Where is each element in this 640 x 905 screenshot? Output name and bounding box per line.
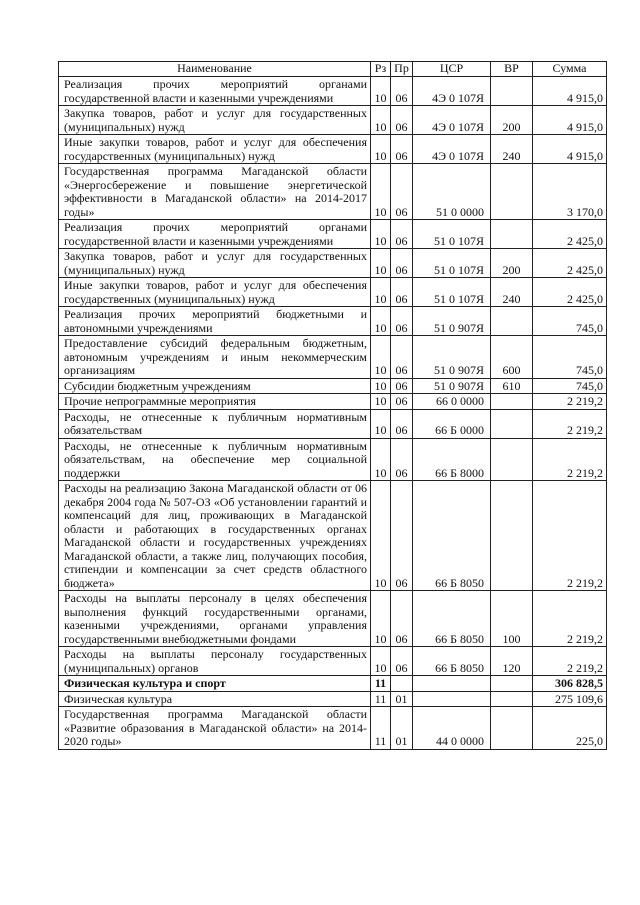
row-vr	[491, 220, 533, 249]
row-vr: 240	[491, 135, 533, 164]
row-rz: 10	[371, 307, 391, 336]
row-sum: 4 915,0	[533, 77, 607, 106]
row-vr	[491, 307, 533, 336]
row-rz: 10	[371, 220, 391, 249]
row-rz: 10	[371, 378, 391, 394]
row-rz: 10	[371, 409, 391, 438]
row-csr: 66 Б 8050	[413, 591, 491, 647]
row-sum: 745,0	[533, 378, 607, 394]
table-row	[59, 378, 607, 394]
table-row	[59, 481, 607, 591]
col-header-rz: Рз	[371, 62, 391, 77]
row-csr: 51 0 907Я	[413, 378, 491, 394]
row-pr: 06	[391, 307, 413, 336]
row-csr: 44 0 0000	[413, 707, 491, 750]
row-sum: 2 219,2	[533, 591, 607, 647]
row-rz: 10	[371, 647, 391, 676]
row-rz: 10	[371, 135, 391, 164]
row-sum: 275 109,6	[533, 691, 607, 707]
row-csr	[413, 676, 491, 692]
table-row	[59, 135, 607, 164]
row-name: Субсидии бюджетным учреждениям	[59, 378, 371, 394]
row-pr: 06	[391, 481, 413, 591]
row-pr: 06	[391, 394, 413, 410]
col-header-csr: ЦСР	[413, 62, 491, 77]
row-vr	[491, 707, 533, 750]
row-csr: 4Э 0 107Я	[413, 77, 491, 106]
row-pr: 06	[391, 336, 413, 379]
row-rz: 10	[371, 77, 391, 106]
table-row	[59, 220, 607, 249]
row-name: Расходы, не отнесенные к публичным нормативным обязательствам, на обеспечение мер социальной поддержки	[59, 438, 371, 481]
table-row	[59, 438, 607, 481]
row-pr: 06	[391, 77, 413, 106]
row-pr: 01	[391, 691, 413, 707]
row-csr: 66 Б 8050	[413, 481, 491, 591]
row-pr: 06	[391, 220, 413, 249]
row-csr: 51 0 107Я	[413, 278, 491, 307]
row-pr: 06	[391, 106, 413, 135]
row-rz: 10	[371, 278, 391, 307]
row-sum: 4 915,0	[533, 135, 607, 164]
table-body	[59, 77, 607, 750]
row-name: Расходы на реализацию Закона Магаданской области от 06 декабря 2004 года № 507-ОЗ «Об установлении гарантий и компенсаций для лиц, проживающих в Магаданской области и работающих в государственных органах Магаданской области и государственных учреждениях Магаданской области, а также лиц, получающих пособия, стипендии и компенсации за счет средств областного бюджета»	[59, 481, 371, 591]
table-row	[59, 647, 607, 676]
row-pr: 06	[391, 278, 413, 307]
row-csr: 4Э 0 107Я	[413, 135, 491, 164]
row-name: Государственная программа Магаданской области «Энергосбережение и повышение энергетической эффективности в Магаданской области» на 2014-2017 годы»	[59, 164, 371, 220]
budget-table	[58, 61, 607, 750]
row-csr: 66 Б 8000	[413, 438, 491, 481]
row-sum: 306 828,5	[533, 676, 607, 692]
row-sum: 3 170,0	[533, 164, 607, 220]
row-csr: 51 0 907Я	[413, 336, 491, 379]
row-rz: 10	[371, 438, 391, 481]
table-row	[59, 707, 607, 750]
row-csr: 66 0 0000	[413, 394, 491, 410]
row-vr	[491, 394, 533, 410]
row-pr: 06	[391, 135, 413, 164]
row-rz: 10	[371, 394, 391, 410]
row-vr: 600	[491, 336, 533, 379]
row-rz: 10	[371, 106, 391, 135]
row-pr: 06	[391, 249, 413, 278]
col-header-sum: Сумма	[533, 62, 607, 77]
row-pr: 06	[391, 647, 413, 676]
row-sum: 745,0	[533, 336, 607, 379]
row-csr	[413, 691, 491, 707]
row-csr: 51 0 0000	[413, 164, 491, 220]
row-name: Иные закупки товаров, работ и услуг для обеспечения государственных (муниципальных) нужд	[59, 135, 371, 164]
row-vr: 200	[491, 106, 533, 135]
row-vr	[491, 164, 533, 220]
row-name: Реализация прочих мероприятий органами государственной власти и казенными учреждениями	[59, 220, 371, 249]
row-vr	[491, 691, 533, 707]
row-pr: 06	[391, 591, 413, 647]
row-vr	[491, 77, 533, 106]
row-vr: 610	[491, 378, 533, 394]
row-rz: 11	[371, 691, 391, 707]
row-rz: 11	[371, 676, 391, 692]
table-row	[59, 164, 607, 220]
row-vr: 100	[491, 591, 533, 647]
row-name: Реализация прочих мероприятий органами государственной власти и казенными учреждениями	[59, 77, 371, 106]
row-name: Предоставление субсидий федеральным бюджетным, автономным учреждениям и иным некоммерческим организациям	[59, 336, 371, 379]
row-csr: 66 Б 0000	[413, 409, 491, 438]
row-name: Расходы на выплаты персоналу в целях обеспечения выполнения функций государственными органами, казенными учреждениями, органами управления государственными внебюджетными фондами	[59, 591, 371, 647]
row-sum: 2 219,2	[533, 647, 607, 676]
row-sum: 2 219,2	[533, 394, 607, 410]
row-vr	[491, 409, 533, 438]
row-sum: 2 219,2	[533, 481, 607, 591]
row-name: Государственная программа Магаданской области «Развитие образования в Магаданской области» на 2014-2020 годы»	[59, 707, 371, 750]
table-row	[59, 106, 607, 135]
row-name: Расходы на выплаты персоналу государственных (муниципальных) органов	[59, 647, 371, 676]
row-name: Расходы, не отнесенные к публичным нормативным обязательствам	[59, 409, 371, 438]
row-rz: 10	[371, 336, 391, 379]
table-row	[59, 336, 607, 379]
row-vr: 120	[491, 647, 533, 676]
row-pr	[391, 676, 413, 692]
row-pr: 01	[391, 707, 413, 750]
row-sum: 2 425,0	[533, 220, 607, 249]
table-row	[59, 591, 607, 647]
row-sum: 2 219,2	[533, 438, 607, 481]
table-row	[59, 307, 607, 336]
row-sum: 4 915,0	[533, 106, 607, 135]
row-vr	[491, 438, 533, 481]
row-sum: 2 219,2	[533, 409, 607, 438]
row-name: Иные закупки товаров, работ и услуг для обеспечения государственных (муниципальных) нужд	[59, 278, 371, 307]
budget-document	[58, 61, 606, 750]
row-pr: 06	[391, 409, 413, 438]
row-sum: 2 425,0	[533, 278, 607, 307]
table-header-row	[59, 62, 607, 77]
row-name: Физическая культура	[59, 691, 371, 707]
row-csr: 66 Б 8050	[413, 647, 491, 676]
row-rz: 10	[371, 591, 391, 647]
row-pr: 06	[391, 164, 413, 220]
table-row	[59, 409, 607, 438]
row-rz: 11	[371, 707, 391, 750]
row-csr: 51 0 107Я	[413, 249, 491, 278]
row-rz: 10	[371, 164, 391, 220]
row-csr: 51 0 107Я	[413, 220, 491, 249]
row-pr: 06	[391, 378, 413, 394]
table-row	[59, 77, 607, 106]
row-pr: 06	[391, 438, 413, 481]
table-row	[59, 249, 607, 278]
row-rz: 10	[371, 481, 391, 591]
col-header-name: Наименование	[59, 62, 371, 77]
col-header-vr: ВР	[491, 62, 533, 77]
row-rz: 10	[371, 249, 391, 278]
table-row	[59, 394, 607, 410]
row-vr	[491, 481, 533, 591]
row-sum: 745,0	[533, 307, 607, 336]
row-vr	[491, 676, 533, 692]
row-name: Закупка товаров, работ и услуг для государственных (муниципальных) нужд	[59, 106, 371, 135]
table-row	[59, 278, 607, 307]
row-sum: 2 425,0	[533, 249, 607, 278]
row-name: Закупка товаров, работ и услуг для государственных (муниципальных) нужд	[59, 249, 371, 278]
row-vr: 240	[491, 278, 533, 307]
table-row-section-total	[59, 676, 607, 692]
row-name: Прочие непрограммные мероприятия	[59, 394, 371, 410]
row-vr: 200	[491, 249, 533, 278]
table-row	[59, 691, 607, 707]
col-header-pr: Пр	[391, 62, 413, 77]
row-sum: 225,0	[533, 707, 607, 750]
row-csr: 4Э 0 107Я	[413, 106, 491, 135]
row-csr: 51 0 907Я	[413, 307, 491, 336]
row-name: Физическая культура и спорт	[59, 676, 371, 692]
row-name: Реализация прочих мероприятий бюджетными и автономными учреждениями	[59, 307, 371, 336]
